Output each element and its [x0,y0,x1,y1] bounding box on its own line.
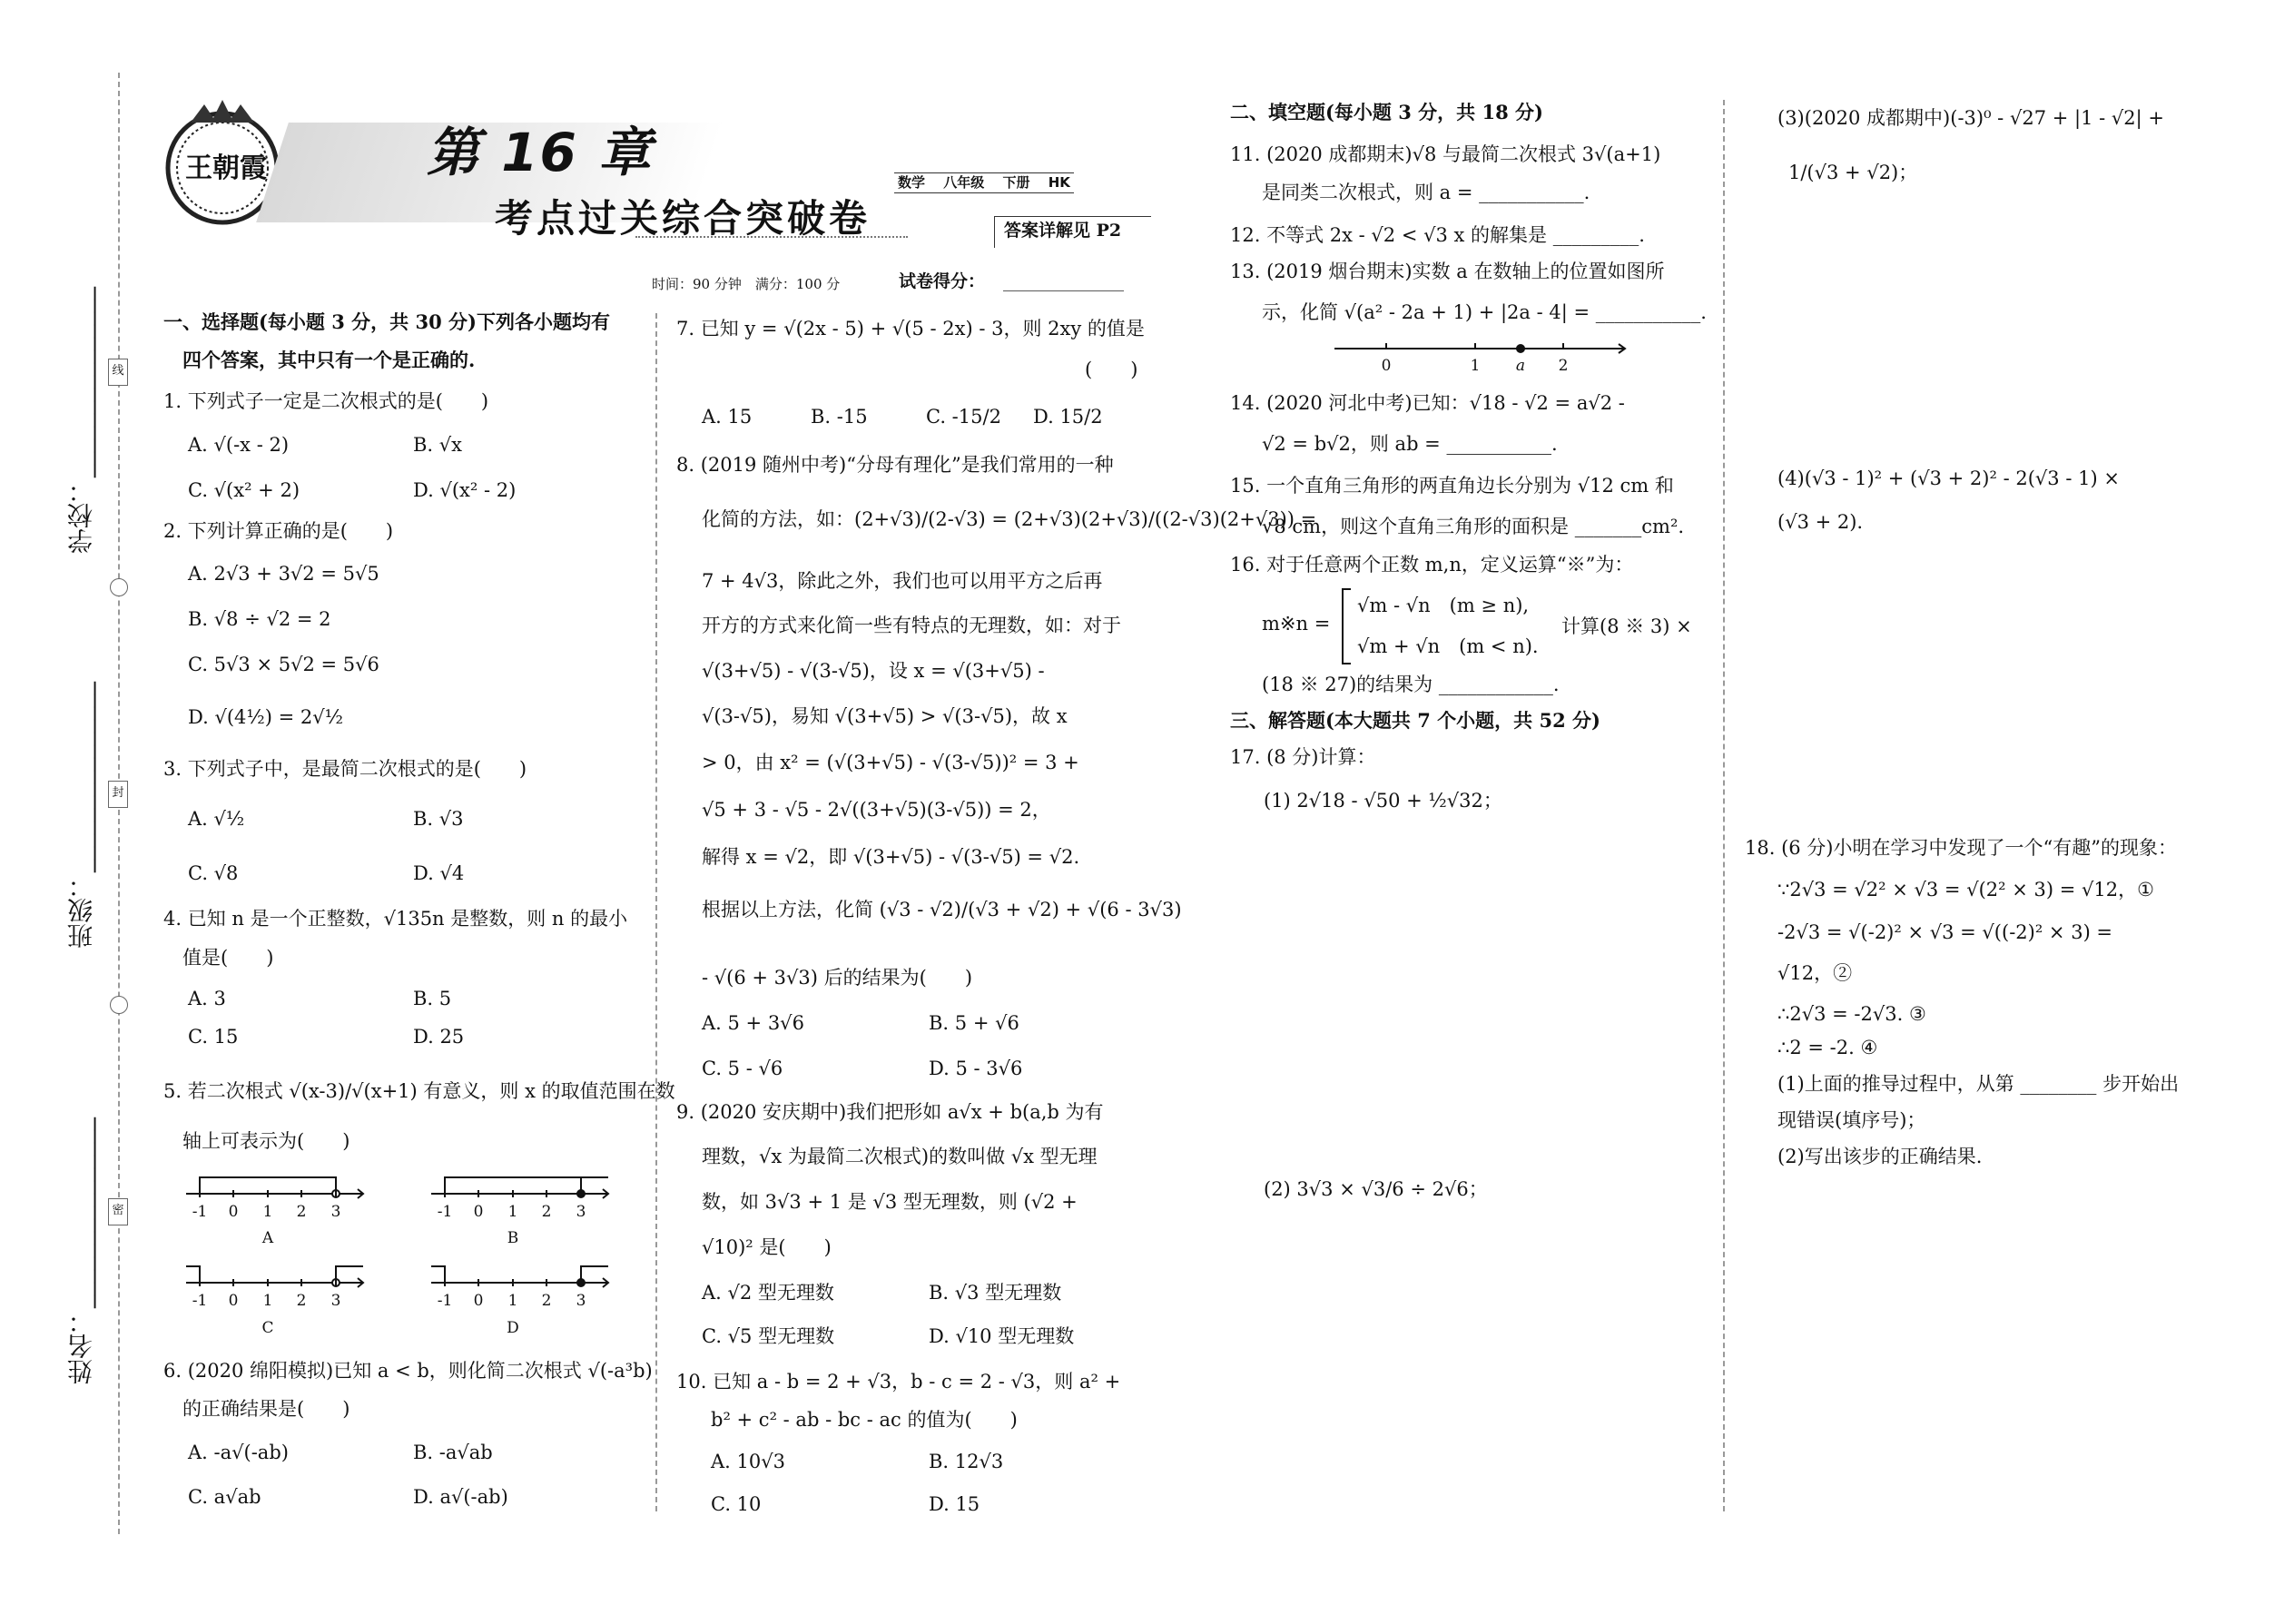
q8-stem-6: √(3-√5)，易知 √(3+√5) > √(3-√5)，故 x [702,705,1068,727]
q15-blank[interactable]: √8 cm，则这个直角三角形的面积是 _______cm². [1262,516,1685,537]
q17-part-4-cont: (√3 + 2). [1777,511,1864,533]
tick-label: 0 [228,1292,239,1310]
binding-mark-secret: 密 [108,1198,128,1225]
q10-stem-1: 10. 已知 a - b = 2 + √3，b - c = 2 - √3，则 a² + [676,1371,1121,1393]
q3-option-b[interactable]: B. √3 [413,808,464,830]
q1-option-b[interactable]: B. √x [413,434,463,456]
binding-hole [110,578,128,596]
q6-option-a[interactable]: A. -a√(-ab) [188,1442,289,1463]
q18-step-2-cont: √12，② [1777,962,1853,984]
q3-option-d[interactable]: D. √4 [413,862,465,884]
q1-option-a[interactable]: A. √(-x - 2) [188,434,290,456]
q18-part-2: (2)写出该步的正确结果. [1777,1146,1983,1167]
q8-stem-1: 8. (2019 随州中考)“分母有理化”是我们常用的一种 [676,454,1114,476]
tick-label: a [1515,357,1526,375]
logo-text: 王朝霞 [185,153,267,184]
q2-option-a[interactable]: A. 2√3 + 3√2 = 5√5 [188,563,379,585]
q16-blank[interactable]: (18 ※ 27)的结果为 ____________. [1262,674,1560,695]
q2-option-b[interactable]: B. √8 ÷ √2 = 2 [188,608,331,630]
tick-label: 1 [262,1292,273,1310]
q8-stem-2: 化简的方法，如：(2+√3)/(2-√3) = (2+√3)(2+√3)/((2-√3)(2+√3)) = [702,508,1317,530]
q18-step-2: -2√3 = √(-2)² × √3 = √((-2)² × 3) = [1777,921,2113,943]
q16-def-case-2: √m + √n (m < n). [1357,635,1539,657]
q9-option-a[interactable]: A. √2 型无理数 [702,1282,834,1304]
q11-stem: 11. (2020 成都期末)√8 与最简二次根式 3√(a+1) [1230,143,1661,165]
q17-stem: 17. (8 分)计算： [1230,746,1376,768]
q18-step-1: ∵2√3 = √2² × √3 = √(2² × 3) = √12，① [1777,879,2154,901]
q2-option-c[interactable]: C. 5√3 × 5√2 = 5√6 [188,654,379,675]
q17-part-4: (4)(√3 - 1)² + (√3 + 2)² - 2(√3 - 1) × [1777,468,2120,489]
answer-ref-box [994,216,1151,248]
q4-option-b[interactable]: B. 5 [413,988,452,1009]
q10-option-a[interactable]: A. 10√3 [711,1451,785,1472]
tick-label: 2 [541,1203,552,1221]
q8-option-b[interactable]: B. 5 + √6 [929,1012,1019,1034]
q7-option-b[interactable]: B. -15 [811,406,868,428]
q11-blank[interactable]: 是同类二次根式，则 a = ___________. [1262,182,1590,203]
q5-option-a: A [261,1229,274,1247]
q4-option-a[interactable]: A. 3 [188,988,226,1009]
q6-option-c[interactable]: C. a√ab [188,1486,261,1508]
tick-label: 1 [507,1292,518,1310]
q9-stem-3: 数，如 3√3 + 1 是 √3 型无理数，则 (√2 + [702,1191,1078,1213]
tick-label: -1 [192,1292,208,1310]
tick-label: -1 [192,1203,208,1221]
q14-stem: 14. (2020 河北中考)已知：√18 - √2 = a√2 - [1230,392,1625,414]
q18-part-1[interactable]: (1)上面的推导过程中，从第 ________ 步开始出 [1777,1073,2180,1095]
q7-stem: 7. 已知 y = √(2x - 5) + √(5 - 2x) - 3，则 2xy 的值是 [676,318,1145,340]
q8-option-a[interactable]: A. 5 + 3√6 [702,1012,804,1034]
q7-option-d[interactable]: D. 15/2 [1033,406,1103,428]
tag-volume: 下册 [1002,174,1030,191]
exam-subtitle: 考点过关综合突破卷 [495,196,871,241]
q10-stem-2: b² + c² - ab - bc - ac 的值为( ) [711,1409,1018,1431]
q8-stem-8: √5 + 3 - √5 - 2√((3+√5)(3-√5)) = 2， [702,799,1051,821]
q9-stem-2: 理数，√x 为最简二次根式)的数叫做 √x 型无理 [702,1146,1098,1167]
tick-label: 0 [228,1203,239,1221]
tick-label: 2 [296,1292,307,1310]
q1-stem: 1. 下列式子一定是二次根式的是( ) [163,390,489,412]
column-divider [655,313,657,1511]
tick-label: 2 [541,1292,552,1310]
number-line-figure [1334,336,1634,381]
q5-option-d: D [507,1319,519,1337]
section-heading: 二、填空题(每小题 3 分，共 18 分) [1230,101,1543,123]
q5-stem: 5. 若二次根式 √(x-3)/√(x+1) 有意义，则 x 的取值范围在数 [163,1080,675,1102]
q17-part-3: (3)(2020 成都期中)(-3)⁰ - √27 + |1 - √2| + [1777,107,2164,129]
tag-grade: 八年级 [943,174,985,191]
time-score: 时间：90 分钟 满分：100 分 [652,276,841,292]
q10-option-b[interactable]: B. 12√3 [929,1451,1004,1472]
q1-option-c[interactable]: C. √(x² + 2) [188,479,300,501]
q9-option-c[interactable]: C. √5 型无理数 [702,1325,835,1347]
q6-option-b[interactable]: B. -a√ab [413,1442,493,1463]
q18-step-3: ∴2√3 = -2√3. ③ [1777,1003,1926,1025]
q8-stem-9: 解得 x = √2，即 √(3+√5) - √(3-√5) = √2. [702,846,1080,868]
q4-option-d[interactable]: D. 25 [413,1026,465,1048]
binding-mark-line: 线 [108,359,128,386]
q3-option-c[interactable]: C. √8 [188,862,239,884]
q9-option-b[interactable]: B. √3 型无理数 [929,1282,1062,1304]
section-heading: 一、选择题(每小题 3 分，共 30 分)下列各小题均有 [163,310,610,333]
q18-step-4: ∴2 = -2. ④ [1777,1037,1878,1058]
chapter-title: 第 16 章 [427,122,654,183]
title-underline [635,236,908,238]
q5-stem-cont: 轴上可表示为( ) [163,1130,350,1152]
q8-stem-7: > 0，由 x² = (√(3+√5) - √(3-√5))² = 3 + [702,752,1079,773]
q8-stem-10: 根据以上方法，化简 (√3 - √2)/(√3 + √2) + √(6 - 3√3) [702,899,1182,920]
tag-edition: HK [1048,174,1070,191]
q18-stem: 18. (6 分)小明在学习中发现了一个“有趣”的现象： [1745,837,2177,859]
q9-stem-1: 9. (2020 安庆期中)我们把形如 a√x + b(a,b 为有 [676,1101,1104,1123]
q7-option-c[interactable]: C. -15/2 [926,406,1001,428]
binding-hole [110,996,128,1014]
q2-option-d[interactable]: D. √(4½) = 2√½ [188,706,343,728]
q16-def-case-1: √m - √n (m ≥ n), [1357,595,1530,616]
tick-label: 3 [330,1203,341,1221]
q16-brace [1342,588,1351,664]
q8-option-c[interactable]: C. 5 - √6 [702,1058,783,1079]
section-heading-cont: 四个答案，其中只有一个是正确的. [163,349,476,371]
q17-part-1: (1) 2√18 - √50 + ½√32； [1264,790,1502,812]
q13-blank[interactable]: 示，化简 √(a² - 2a + 1) + |2a - 4| = ___________. [1262,301,1707,323]
tick-label: 3 [576,1292,586,1310]
q3-stem: 3. 下列式子中，是最简二次根式的是( ) [163,758,527,780]
q15-stem: 15. 一个直角三角形的两直角边长分别为 √12 cm 和 [1230,475,1674,497]
tag-subject: 数学 [898,174,926,191]
school-field-label: 学校：_______________ [66,287,96,554]
q5-option-b: B [507,1229,519,1247]
q9-stem-4: √10)² 是( ) [702,1236,832,1258]
q10-option-c[interactable]: C. 10 [711,1493,762,1515]
q16-stem: 16. 对于任意两个正数 m,n，定义运算“※”为： [1230,554,1634,576]
tick-label: 3 [330,1292,341,1310]
score-blank: ______________ [1003,271,1124,291]
tick-label: 1 [507,1203,518,1221]
class-field-label: 班级：_______________ [66,682,96,949]
q4-stem-cont: 值是( ) [163,947,274,969]
q16-def-lhs: m※n = [1262,613,1331,635]
tick-label: 0 [473,1292,484,1310]
tick-label: -1 [437,1203,453,1221]
q8-stem-5: √(3+√5) - √(3-√5)，设 x = √(3+√5) - [702,660,1045,682]
q13-number-line [1334,336,1634,381]
q6-stem: 6. (2020 绵阳模拟)已知 a < b，则化简二次根式 √(-a³b) [163,1360,653,1382]
q7-answer-paren: ( ) [1085,359,1138,380]
tick-label: 0 [473,1203,484,1221]
score-label: 试卷得分： [899,271,986,291]
tick-label: 2 [1558,357,1569,375]
section-heading: 三、解答题(本大题共 7 个小题，共 52 分) [1230,709,1600,732]
q2-stem: 2. 下列计算正确的是( ) [163,520,394,542]
q18-part-1-cont: 现错误(填序号)； [1777,1109,1926,1131]
tick-label: 0 [1381,357,1392,375]
q16-compute: 计算(8 ※ 3) × [1561,615,1692,637]
q8-stem-11: - √(6 + 3√3) 后的结果为( ) [702,967,973,989]
q13-stem: 13. (2019 烟台期末)实数 a 在数轴上的位置如图所 [1230,261,1665,282]
answer-ref: 答案详解见 P2 [1004,221,1122,241]
q5-option-c: C [261,1319,274,1337]
q9-option-d[interactable]: D. √10 型无理数 [929,1325,1075,1347]
q6-stem-cont: 的正确结果是( ) [163,1398,350,1420]
number-line-figure [182,1166,645,1348]
binding-mark-seal: 封 [108,781,128,808]
subject-tags [894,172,1074,193]
q10-option-d[interactable]: D. 15 [929,1493,980,1515]
tick-label: 1 [262,1203,273,1221]
q6-option-d[interactable]: D. a√(-ab) [413,1486,508,1508]
q17-part-2: (2) 3√3 × √3/6 ÷ 2√6； [1264,1178,1488,1200]
q12-stem[interactable]: 12. 不等式 2x - √2 < √3 x 的解集是 _________. [1230,224,1645,246]
name-field-label: 姓名：_______________ [66,1117,96,1384]
tick-label: -1 [437,1292,453,1310]
column-divider [1723,100,1725,1511]
q4-option-c[interactable]: C. 15 [188,1026,239,1048]
q8-stem-3: 7 + 4√3，除此之外，我们也可以用平方之后再 [702,570,1103,592]
q8-stem-4: 开方的方式来化简一些有特点的无理数，如：对于 [702,615,1121,636]
q4-stem: 4. 已知 n 是一个正整数，√135n 是整数，则 n 的最小 [163,908,628,930]
q14-blank[interactable]: √2 = b√2，则 ab = ___________. [1262,433,1558,455]
q7-option-a[interactable]: A. 15 [702,406,753,428]
point-a-marker [1516,344,1525,353]
q8-option-d[interactable]: D. 5 - 3√6 [929,1058,1023,1079]
q1-option-d[interactable]: D. √(x² - 2) [413,479,517,501]
tick-label: 3 [576,1203,586,1221]
tick-label: 1 [1470,357,1481,375]
tick-label: 2 [296,1203,307,1221]
q5-number-lines [182,1166,645,1348]
q3-option-a[interactable]: A. √½ [188,808,245,830]
q17-part-3-cont: 1/(√3 + √2)； [1788,162,1918,183]
